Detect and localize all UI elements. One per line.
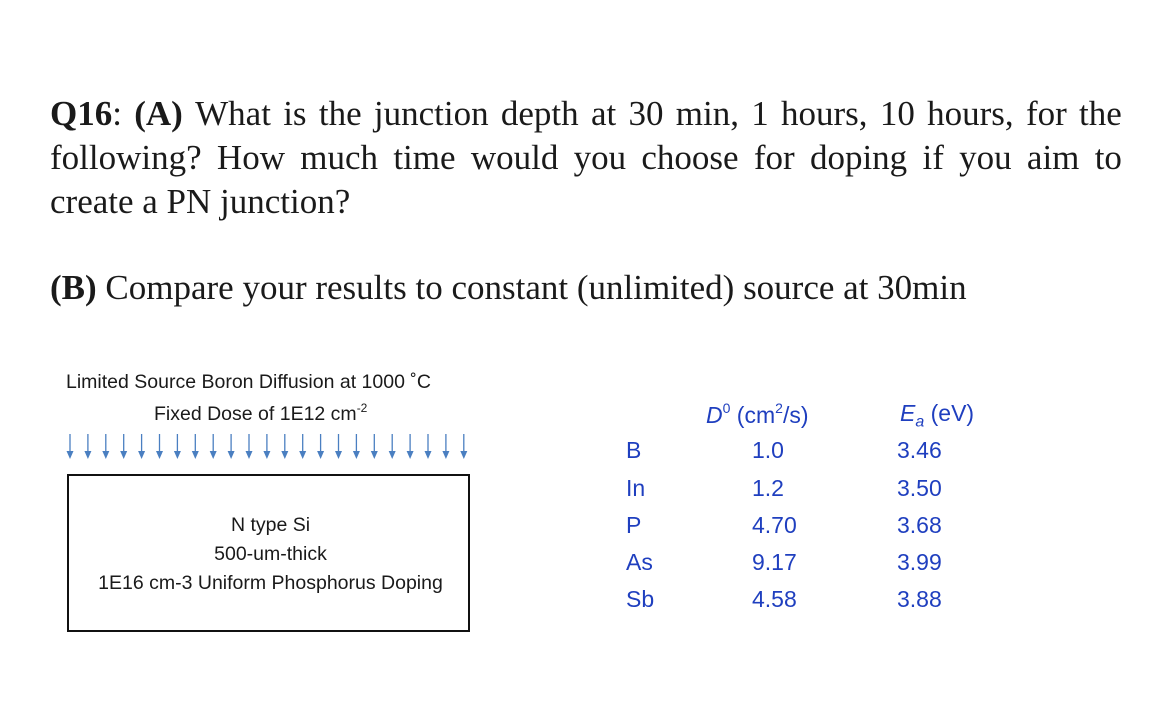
question-word: hours, (781, 94, 868, 133)
question-word: for (1025, 94, 1067, 133)
question-word: to (1094, 138, 1122, 177)
part-b-text: Compare your results to constant (unlimited) source at 30min (96, 268, 967, 307)
question-word: choose (641, 138, 739, 177)
e-symbol: E (900, 400, 916, 426)
down-arrow-icon (460, 434, 467, 459)
down-arrow-icon (67, 434, 74, 459)
question-word: doping (809, 138, 908, 177)
down-arrow-icon (407, 434, 414, 459)
wafer-type: N type Si (230, 514, 311, 536)
down-arrow-icon (299, 434, 306, 459)
element-cell: As (626, 549, 653, 575)
question-line-2 (50, 136, 1122, 180)
question-word: for (753, 138, 795, 177)
question-word: if (922, 138, 944, 177)
question-word: the (318, 94, 362, 133)
header-ea (900, 400, 974, 432)
down-arrow-icon (192, 434, 199, 459)
down-arrow-icon (353, 434, 360, 459)
ea-cell: 3.68 (897, 512, 942, 538)
wafer-thickness: 500-um-thick (214, 543, 327, 565)
ea-cell: 3.46 (897, 437, 942, 463)
question-word: aim (1026, 138, 1080, 177)
d0-cell: 4.70 (752, 512, 797, 538)
question-colon: : (112, 94, 122, 133)
silicon-wafer (67, 474, 470, 632)
element-cell: B (626, 437, 642, 463)
d-superscript: 0 (722, 400, 731, 416)
part-a-label: (A) (134, 94, 183, 133)
down-arrow-icon (138, 434, 145, 459)
ea-cell: 3.88 (897, 586, 942, 612)
question-number: Q16 (50, 94, 113, 133)
diffusion-arrows (64, 432, 474, 462)
d0-cell: 9.17 (752, 549, 797, 575)
question-word: you (959, 138, 1012, 177)
question-label (50, 92, 122, 136)
question-word: you (573, 138, 627, 177)
dose-text: Fixed Dose of 1E12 cm (154, 403, 357, 425)
down-arrow-icon (317, 434, 324, 459)
down-arrow-icon (281, 434, 288, 459)
d-units-exp: 2 (775, 400, 783, 416)
down-arrow-icon (335, 434, 342, 459)
d0-cell: 1.2 (752, 475, 784, 501)
diagram-subtitle (154, 401, 367, 426)
question-word: would (470, 138, 559, 177)
question-word: at (590, 94, 617, 133)
down-arrow-icon (210, 434, 217, 459)
question-word: How (216, 138, 285, 177)
down-arrow-icon (174, 434, 181, 459)
question-word: 30 (628, 94, 664, 133)
wafer-doping: 1E16 cm-3 Uniform Phosphorus Doping (98, 572, 443, 594)
e-subscript: a (915, 413, 925, 431)
down-arrow-icon (246, 434, 253, 459)
question-word: depth (500, 94, 579, 133)
ea-cell: 3.50 (897, 475, 942, 501)
down-arrow-icon (84, 434, 91, 459)
down-arrow-icon (102, 434, 109, 459)
down-arrow-icon (263, 434, 270, 459)
question-word: the (1079, 94, 1122, 133)
question-word: time (393, 138, 456, 177)
question-word: following? (50, 138, 202, 177)
d0-cell: 4.58 (752, 586, 797, 612)
down-arrow-icon (442, 434, 449, 459)
part-b (50, 266, 967, 310)
header-d0 (706, 400, 809, 429)
d0-cell: 1.0 (752, 437, 784, 463)
question-word: 1 (751, 94, 769, 133)
down-arrow-icon (371, 434, 378, 459)
down-arrow-icon (156, 434, 163, 459)
ea-cell: 3.99 (897, 549, 942, 575)
d-units-a: (cm (730, 402, 776, 428)
dose-exponent: -2 (356, 401, 368, 415)
down-arrow-icon (389, 434, 396, 459)
element-cell: In (626, 475, 646, 501)
question-block (50, 92, 1122, 224)
question-word: 10 (879, 94, 915, 133)
down-arrow-icon (120, 434, 127, 459)
question-word: much (300, 138, 379, 177)
question-word: is (283, 94, 307, 133)
question-word: junction (373, 94, 489, 133)
down-arrow-icon (228, 434, 235, 459)
part-b-label: (B) (50, 268, 97, 307)
diagram-title: Limited Source Boron Diffusion at 1000 ˚C (66, 371, 431, 393)
question-word: min, (675, 94, 739, 133)
element-cell: Sb (626, 586, 655, 612)
question-word: hours, (927, 94, 1014, 133)
question-word: What (195, 94, 271, 133)
d-units-b: /s) (782, 402, 809, 428)
question-line-1 (50, 92, 1122, 136)
d-symbol: D (706, 402, 723, 428)
down-arrow-icon (425, 434, 432, 459)
e-units: (eV) (924, 400, 975, 426)
question-line-3: create a PN junction? (50, 182, 351, 221)
element-cell: P (626, 512, 642, 538)
